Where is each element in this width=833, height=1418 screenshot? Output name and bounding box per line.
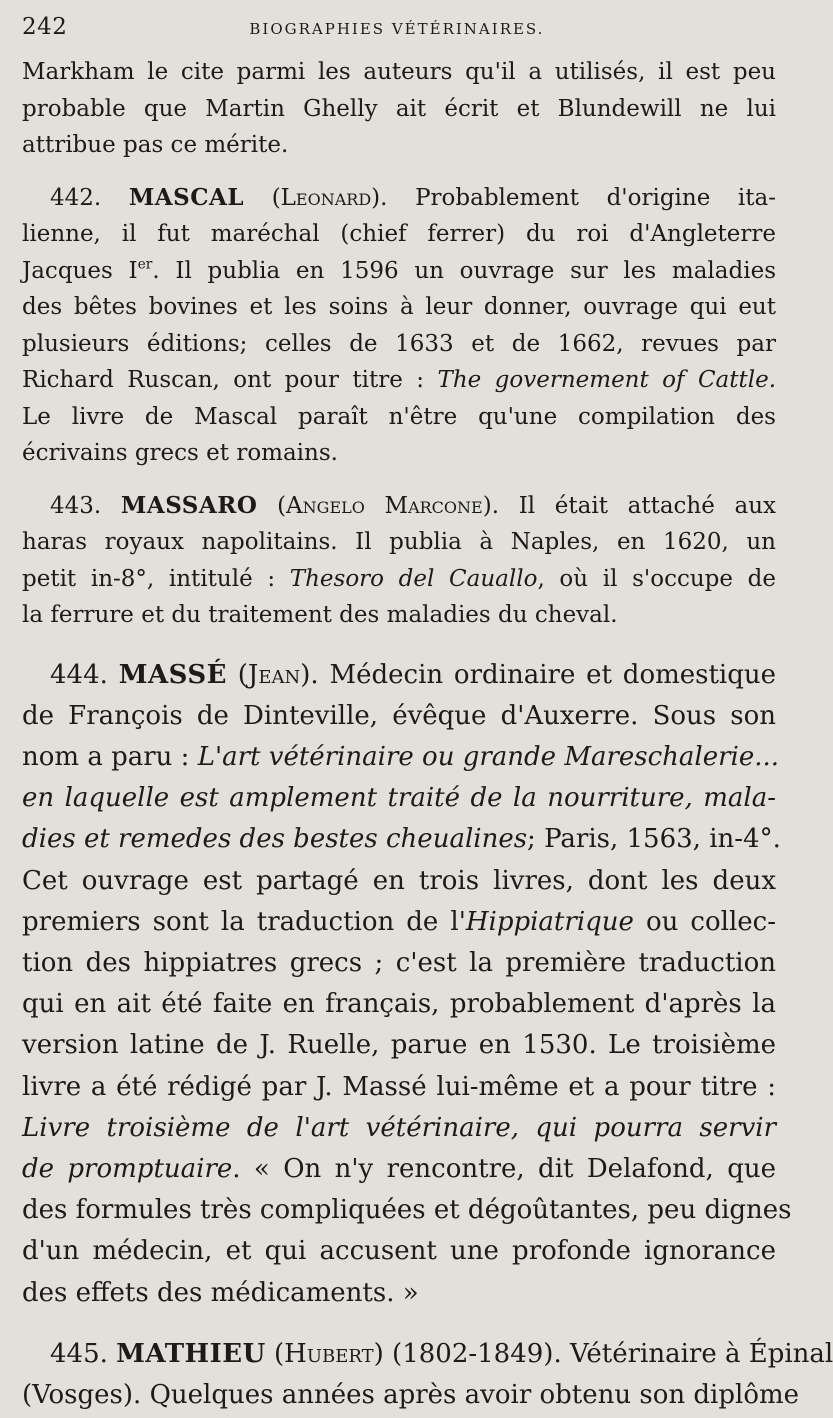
- entry-number: 444.: [50, 659, 108, 690]
- entry-given-name: (Leonard).: [271, 184, 388, 211]
- text-line: des effets des médicaments. »: [22, 1277, 419, 1308]
- text-line: livre a été rédigé par J. Massé lui-même et a pour titre :: [22, 1071, 776, 1102]
- entry-first-line: [22, 180, 776, 217]
- entry-442: [22, 180, 776, 472]
- book-title: Hippiatrique: [465, 906, 634, 937]
- text-line: [22, 1108, 776, 1149]
- text-line: la ferrure et du traitement des maladies du cheval.: [22, 602, 618, 628]
- book-title: Livre troisième de l'art vétérinaire, qui pourra servir: [22, 1112, 776, 1143]
- text-line: version latine de J. Ruelle, parue en 1530. Le troisième: [22, 1030, 776, 1061]
- entry-445: [22, 1334, 833, 1416]
- entry-name: MASSÉ: [118, 659, 227, 690]
- running-title: BIOGRAPHIES VÉTÉRINAIRES.: [249, 20, 545, 38]
- text-line: (Vosges). Quelques années après avoir obtenu son diplôme: [22, 1379, 800, 1410]
- book-title: en laquelle est amplement traité de la nourriture, mala-: [22, 783, 776, 814]
- text-line: de François de Dinteville, évêque d'Auxerre. Sous son: [22, 700, 776, 731]
- entry-name: MASCAL: [128, 183, 245, 211]
- entry-number: 442.: [50, 184, 102, 211]
- text-line: qui en ait été faite en français, probablement d'après la: [22, 989, 776, 1020]
- entry-given-name: (Hubert): [274, 1338, 384, 1369]
- text-line: Le livre de Mascal paraît n'être qu'une compilation des: [22, 403, 776, 430]
- page-body: [22, 54, 833, 1416]
- book-title: L'art vétérinaire ou grande Mareschalerie...: [197, 741, 780, 772]
- entry-text: Probablement d'origine ita-: [415, 184, 777, 211]
- text-line: attribue pas ce mérite.: [22, 132, 289, 158]
- text-line: dies et remedes des bestes cheualines; Paris, 1563, in-4°.: [22, 824, 781, 855]
- book-title: The governement of Cattle.: [437, 367, 777, 393]
- text-line: [22, 778, 776, 819]
- book-title: Thesoro del Cauallo: [289, 565, 538, 592]
- text-line: plusieurs éditions; celles de 1633 et de 1662, revues par: [22, 330, 776, 357]
- entry-first-line: [22, 488, 776, 525]
- intro-paragraph: [22, 54, 776, 164]
- text-line: Cet ouvrage est partagé en trois livres, dont les deux: [22, 865, 776, 896]
- text-line: des formules très compliquées et dégoûtantes, peu dignes: [22, 1195, 792, 1226]
- entry-444: [22, 655, 792, 1314]
- text-line: premiers sont la traduction de l'Hippiatrique ou collec-: [22, 906, 776, 937]
- entry-first-line: [22, 1334, 833, 1375]
- text-line: Jacques Ier. Il publia en 1596 un ouvrage sur les maladies: [22, 255, 776, 284]
- text-line: petit in-8°, intitulé : Thesoro del Cauallo, où il s'occupe de: [22, 565, 776, 592]
- entry-first-line: [22, 655, 776, 696]
- text-line: des bêtes bovines et les soins à leur donner, ouvrage qui eut: [22, 294, 776, 320]
- entry-number: 445.: [50, 1338, 108, 1369]
- entry-name: MASSARO: [120, 491, 258, 519]
- text-line: d'un médecin, et qui accusent une profonde ignorance: [22, 1236, 776, 1267]
- entry-given-name: (Jean).: [237, 659, 319, 690]
- page-header: [22, 14, 786, 44]
- text-line: Richard Ruscan, ont pour titre : The governement of Cattle.: [22, 367, 777, 393]
- text-line: lienne, il fut maréchal (chief ferrer) du roi d'Angleterre: [22, 221, 776, 247]
- page-number: 242: [22, 14, 68, 40]
- text-line: de promptuaire. « On n'y rencontre, dit Delafond, que: [22, 1153, 776, 1184]
- text-line: écrivains grecs et romains.: [22, 440, 338, 466]
- entry-text: (1802-1849). Vétérinaire à Épinal: [392, 1338, 833, 1369]
- text-line: tion des hippiatres grecs ; c'est la première traduction: [22, 947, 776, 978]
- entry-443: [22, 488, 776, 634]
- text-line: Markham le cite parmi les auteurs qu'il a utilisés, il est peu: [22, 59, 776, 85]
- book-title: de promptuaire: [22, 1153, 233, 1184]
- book-title: dies et remedes des bestes cheualines: [22, 824, 528, 855]
- text-line: nom a paru : L'art vétérinaire ou grande Mareschalerie...: [22, 741, 780, 772]
- entry-text: Il était attaché aux: [518, 492, 777, 519]
- text-line: haras royaux napolitains. Il publia à Naples, en 1620, un: [22, 529, 776, 555]
- text-line: probable que Martin Ghelly ait écrit et Blundewill ne lui: [22, 95, 776, 122]
- entry-text: Médecin ordinaire et domestique: [329, 659, 777, 690]
- entry-number: 443.: [50, 492, 102, 519]
- entry-given-name: (Angelo Marcone).: [277, 492, 500, 519]
- entry-name: MATHIEU: [116, 1338, 266, 1369]
